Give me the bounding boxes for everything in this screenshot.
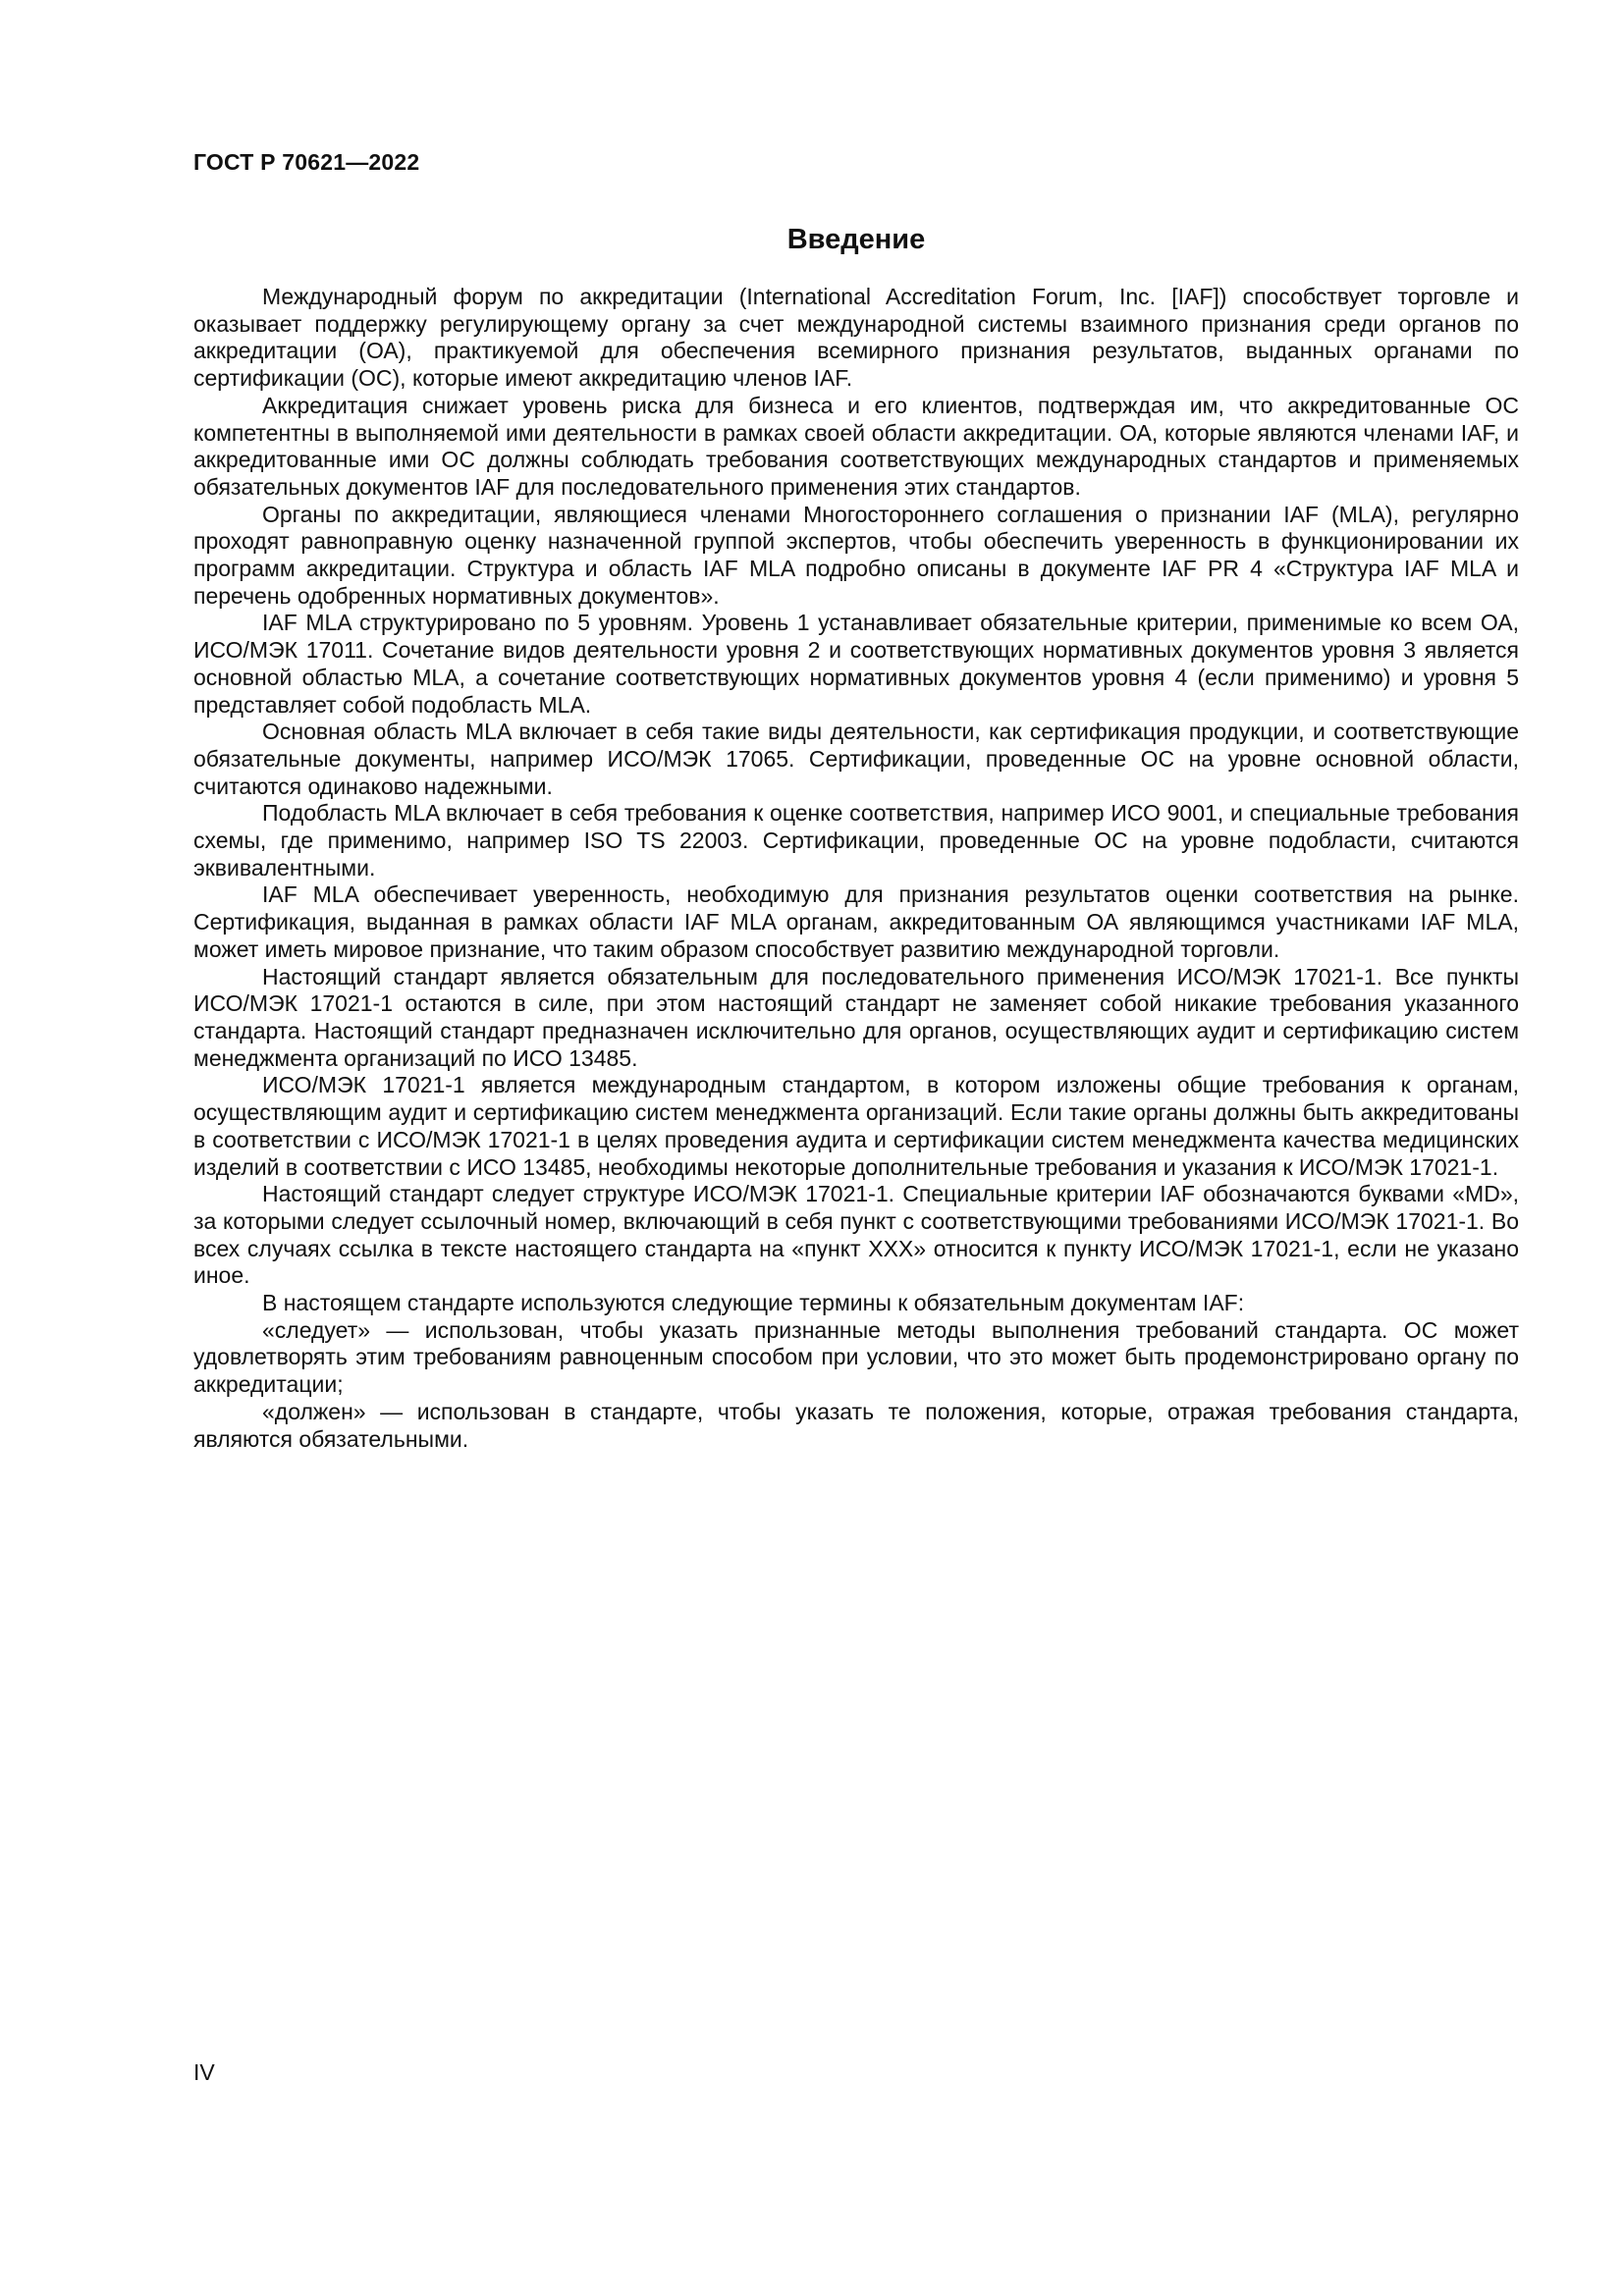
paragraph: IAF MLA структурировано по 5 уровням. Уровень 1 устанавливает обязательные критерии, применимые ко всем ОА, ИСО/МЭК 17011. Сочетание видов деятельности уровня 2 и соответствующих нормативных документов уровня 3 является основной областью MLA, а сочетание соответствующих нормативных документов уровня 4 (если применимо) и уровня 5 представляет собой подобласть MLA. [193, 610, 1519, 718]
body-text [193, 284, 1519, 1453]
section-title: Введение [786, 224, 926, 255]
paragraph: Подобласть MLA включает в себя требования к оценке соответствия, например ИСО 9001, и специальные требования схемы, где применимо, например ISO TS 22003. Сертификации, проведенные ОС на уровне подобласти, считаются эквивалентными. [193, 800, 1519, 881]
paragraph: Настоящий стандарт является обязательным для последовательного применения ИСО/МЭК 17021-1. Все пункты ИСО/МЭК 17021-1 остаются в силе, при этом настоящий стандарт не заменяет собой никакие требования указанного стандарта. Настоящий стандарт предназначен исключительно для органов, осуществляющих аудит и сертификацию систем менеджмента организаций по ИСО 13485. [193, 963, 1519, 1071]
page-number: IV [193, 2059, 215, 2085]
document-code: ГОСТ Р 70621—2022 [193, 149, 420, 175]
paragraph: ИСО/МЭК 17021-1 является международным стандартом, в котором изложены общие требования к органам, осуществляющим аудит и сертификацию систем менеджмента организаций. Если такие органы должны быть аккредитованы в соответствии с ИСО/МЭК 17021-1 в целях проведения аудита и сертификации систем менеджмента качества медицинских изделий в соответствии с ИСО 13485, необходимы некоторые дополнительные требования и указания к ИСО/МЭК 17021-1. [193, 1072, 1519, 1180]
paragraph: Международный форум по аккредитации (International Accreditation Forum, Inc. [IAF]) способствует торговле и оказывает поддержку регулирующему органу за счет международной системы взаимного признания среди органов по аккредитации (ОА), практикуемой для обеспечения всемирного признания результатов, выданных органами по сертификации (ОС), которые имеют аккредитацию членов IAF. [193, 284, 1519, 392]
paragraph: В настоящем стандарте используются следующие термины к обязательным документам IAF: [262, 1290, 1245, 1316]
paragraph: «следует» — использован, чтобы указать признанные методы выполнения требований стандарта. ОС может удовлетворять этим требованиям равноценным способом при условии, что это может быть продемонстрировано органу по аккредитации; [193, 1316, 1519, 1398]
paragraph: Органы по аккредитации, являющиеся членами Многостороннего соглашения о признании IAF (MLA), регулярно проходят равноправную оценку назначенной группой экспертов, чтобы обеспечить уверенность в функционировании их программ аккредитации. Структура и область IAF MLA подробно описаны в документе IAF PR 4 «Структура IAF MLA и перечень одобренных нормативных документов». [193, 501, 1519, 609]
paragraph: «должен» — использован в стандарте, чтобы указать те положения, которые, отражая требования стандарта, являются обязательными. [193, 1398, 1519, 1452]
paragraph: Основная область MLA включает в себя такие виды деятельности, как сертификация продукции, и соответствующие обязательные документы, например ИСО/МЭК 17065. Сертификации, проведенные ОС на уровне основной области, считаются одинаково надежными. [193, 719, 1519, 799]
paragraph: IAF MLA обеспечивает уверенность, необходимую для признания результатов оценки соответствия на рынке. Сертификация, выданная в рамках области IAF MLA органам, аккредитованным ОА являющимся участниками IAF MLA, может иметь мировое признание, что таким образом способствует развитию международной торговли. [193, 881, 1519, 962]
paragraph: Аккредитация снижает уровень риска для бизнеса и его клиентов, подтверждая им, что аккредитованные ОС компетентны в выполняемой ими деятельности в рамках своей области аккредитации. ОА, которые являются членами IAF, и аккредитованные ими ОС должны соблюдать требования соответствующих международных стандартов и применяемых обязательных документов IAF для последовательного применения этих стандартов. [193, 392, 1519, 500]
paragraph: Настоящий стандарт следует структуре ИСО/МЭК 17021-1. Специальные критерии IAF обозначаются буквами «MD», за которыми следует ссылочный номер, включающий в себя пункт с соответствующими требованиями ИСО/МЭК 17021-1. Во всех случаях ссылка в тексте настоящего стандарта на «пункт XXX» относится к пункту ИСО/МЭК 17021-1, если не указано иное. [193, 1181, 1519, 1289]
